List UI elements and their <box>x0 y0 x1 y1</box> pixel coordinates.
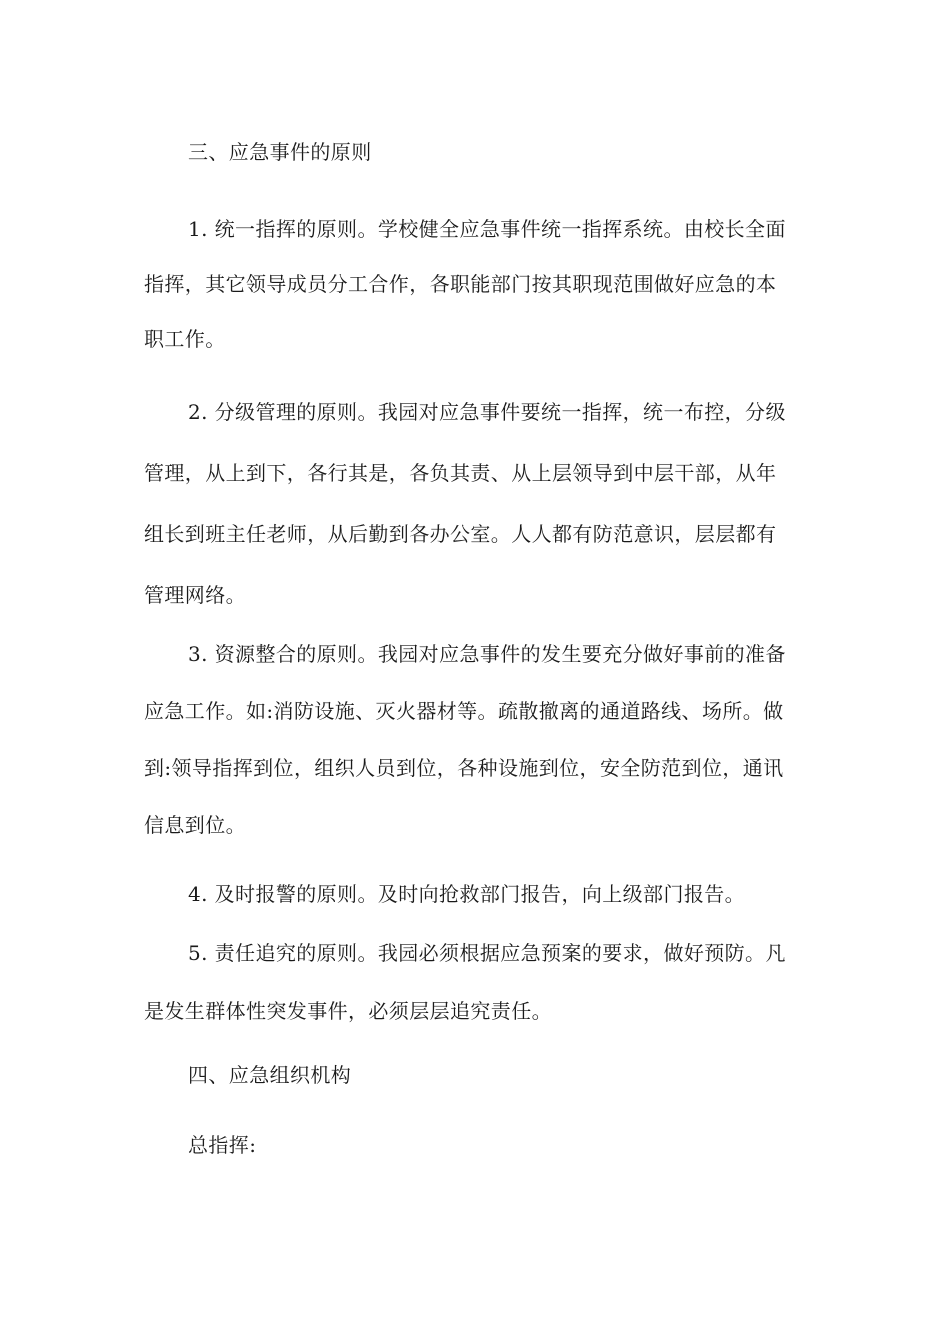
paragraph-line: 应急工作。如:消防设施、灭火器材等。疏散撤离的通道路线、场所。做 <box>144 699 784 723</box>
paragraph-line: 信息到位。 <box>144 813 246 837</box>
paragraph-3 <box>144 626 824 854</box>
paragraph-1 <box>144 202 824 367</box>
spacer <box>144 854 824 864</box>
paragraph-line: 到:领导指挥到位，组织人员到位，各种设施到位，安全防范到位，通讯 <box>144 756 784 780</box>
section-heading: 四、应急组织机构 <box>188 1063 352 1087</box>
paragraph-line: 组长到班主任老师，从后勤到各办公室。人人都有防范意识，层层都有 <box>144 522 777 546</box>
paragraph-line: 指挥，其它领导成员分工合作，各职能部门按其职现范围做好应急的本 <box>144 272 777 296</box>
paragraph-line: 1. 统一指挥的原则。学校健全应急事件统一指挥系统。由校长全面 <box>188 217 786 241</box>
section-heading: 三、应急事件的原则 <box>188 140 372 164</box>
paragraph-2 <box>144 382 824 626</box>
paragraph-4 <box>144 864 824 924</box>
paragraph-line: 3. 资源整合的原则。我园对应急事件的发生要充分做好事前的准备 <box>188 642 786 666</box>
paragraph-line: 管理网络。 <box>144 583 246 607</box>
spacer <box>144 182 824 202</box>
paragraph-line: 5. 责任追究的原则。我园必须根据应急预案的要求，做好预防。凡 <box>188 941 786 965</box>
document-body <box>144 122 824 1180</box>
paragraph-line: 管理，从上到下，各行其是，各负其责、从上层领导到中层干部，从年 <box>144 461 777 485</box>
paragraph-line: 职工作。 <box>144 327 226 351</box>
spacer <box>144 367 824 382</box>
paragraph-line: 4. 及时报警的原则。及时向抢救部门报告，向上级部门报告。 <box>188 882 746 906</box>
paragraph-line: 2. 分级管理的原则。我园对应急事件要统一指挥，统一布控，分级 <box>188 400 786 424</box>
paragraph-line: 是发生群体性突发事件，必须层层追究责任。 <box>144 999 552 1023</box>
paragraph-5 <box>144 924 824 1040</box>
org-item-label: 总指挥: <box>188 1133 257 1157</box>
